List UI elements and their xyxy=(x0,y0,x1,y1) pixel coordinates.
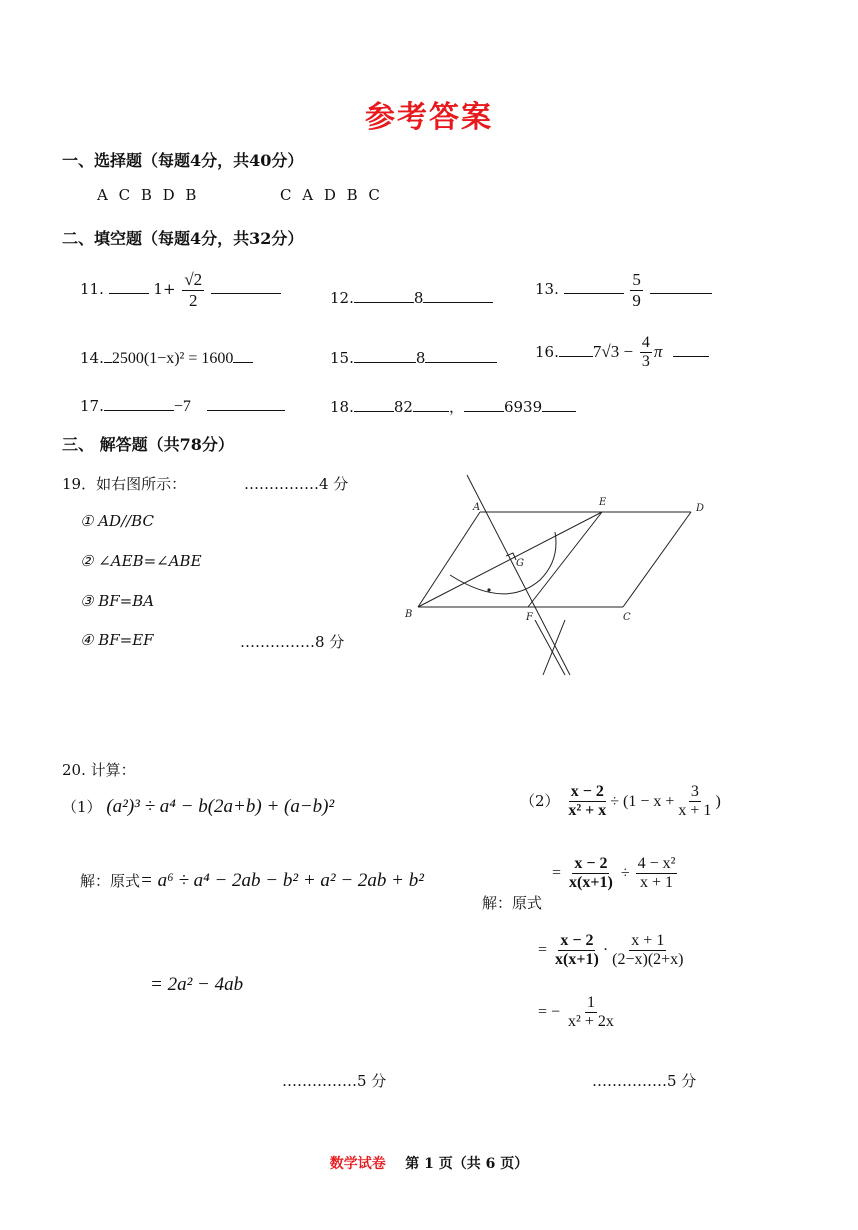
q16-answer-b: π xyxy=(653,341,663,361)
q17-number: 17. xyxy=(80,397,104,415)
section-3-heading: 三、 解答题（共78分） xyxy=(62,435,234,454)
answer-q16 xyxy=(535,334,709,372)
q20-p2-sol-label: 解：原式 xyxy=(482,894,543,912)
label-b: B xyxy=(405,609,413,620)
section-2-heading: 二、填空题（每题4分，共32分） xyxy=(62,229,304,248)
q20-p2-f1-num: x − 2 xyxy=(569,783,606,802)
q19-step-3: ③ BF=BA xyxy=(80,592,155,610)
label-d: D xyxy=(696,503,705,514)
q20-p1-sol-expression: = a⁶ ÷ a⁴ − 2ab − b² + a² − 2ab + b² xyxy=(140,870,424,891)
answer-q12 xyxy=(330,288,493,307)
q18-answer-a: 82 xyxy=(393,398,413,416)
label-g: G xyxy=(516,558,524,569)
q19-step-4: ④ BF=EF xyxy=(80,631,154,649)
q16-frac-den: 3 xyxy=(641,353,650,371)
q11-number: 11. xyxy=(80,280,104,299)
q20-p2-s3-den: x² + 2x xyxy=(568,1013,614,1031)
q19-intro: 19．如右图所示： xyxy=(62,475,187,493)
page-footer xyxy=(0,1153,858,1173)
q14-number: 14. xyxy=(80,349,104,367)
q20-intro: 20. 计算： xyxy=(62,761,136,779)
label-f: F xyxy=(526,612,533,623)
q20-p1-label: （1） xyxy=(62,798,102,816)
answer-q14 xyxy=(80,348,253,368)
q20-p2-s2-f1-num: x − 2 xyxy=(558,932,595,951)
q20-p2-f2-num: 3 xyxy=(689,783,701,802)
q20-p1-solution xyxy=(80,870,424,892)
q20-p2-f1-den: x² + x xyxy=(568,802,607,820)
q18-number: 18. xyxy=(330,398,354,416)
line-dc xyxy=(623,512,691,607)
q15-answer: 8 xyxy=(415,349,426,367)
q14-answer: 2500(1−x)² = 1600 xyxy=(111,350,234,367)
q20-p2-s1-f2-num: 4 − x² xyxy=(636,855,678,874)
q20-p2-close: ) xyxy=(715,792,721,810)
q20-part1 xyxy=(62,796,334,818)
page-title: 参考答案 xyxy=(365,100,493,135)
footer-page-number: 第 1 页（共 6 页） xyxy=(405,1156,529,1172)
q17-answer: −7 xyxy=(173,398,191,415)
arc-point xyxy=(487,588,490,591)
footer-subject: 数学试卷 xyxy=(329,1156,386,1172)
q20-part2 xyxy=(520,783,721,821)
label-c: C xyxy=(623,612,631,623)
q20-p2-s1-op: ÷ xyxy=(620,864,630,882)
q11-frac-den: 2 xyxy=(189,290,198,310)
q20-p1-sol-label: 解：原式 xyxy=(80,872,141,890)
label-e: E xyxy=(599,497,607,508)
q20-p2-s3-num: 1 xyxy=(585,994,597,1013)
answer-q13 xyxy=(535,270,712,310)
answer-q18 xyxy=(330,396,576,417)
q20-p2-s2-f2-num: x + 1 xyxy=(629,932,666,951)
q20-p2-s1-f1-den: x(x+1) xyxy=(569,874,613,892)
section-1-heading: 一、选择题（每题4分，共40分） xyxy=(62,151,304,170)
q12-answer: 8 xyxy=(413,289,424,307)
q11-answer-int: 1+ xyxy=(153,280,176,299)
q20-p1-result: = 2a² − 4ab xyxy=(150,974,244,995)
answer-q17 xyxy=(80,396,285,416)
q13-frac-num: 5 xyxy=(632,270,641,289)
q20-p2-f2-den: x + 1 xyxy=(678,802,712,820)
q20-p2-step3 xyxy=(538,994,618,1032)
q18-separator: ， xyxy=(448,398,464,416)
construction-mark-1 xyxy=(535,620,565,675)
choice-answers-6-10: C A D B C xyxy=(280,186,380,204)
line-ef xyxy=(528,512,602,607)
answer-q15 xyxy=(330,348,497,367)
q13-frac-den: 9 xyxy=(632,290,641,310)
q20-p2-step2 xyxy=(538,932,688,970)
q16-answer-a: 7√3 − xyxy=(592,341,634,361)
q19-score-2: ……………8 分 xyxy=(240,633,345,651)
label-a: A xyxy=(473,502,481,513)
q20-p2-score: ……………5 分 xyxy=(592,1072,697,1090)
q20-p2-mid: ÷ (1 − x + xyxy=(610,792,675,810)
q20-p2-s1-f1-num: x − 2 xyxy=(572,855,609,874)
q19-score-1: ……………4 分 xyxy=(244,475,349,493)
q20-p2-s3-sign: = − xyxy=(538,1003,561,1021)
q20-p2-s1-f2-den: x + 1 xyxy=(639,874,674,892)
q20-p2-s2-f2-den: (2−x)(2+x) xyxy=(612,951,684,969)
q19-step-1: ① AD//BC xyxy=(80,512,154,530)
q20-p2-s2-op: · xyxy=(602,941,609,959)
q20-p1-score: ……………5 分 xyxy=(282,1072,387,1090)
answer-q11 xyxy=(80,270,281,310)
geometry-figure xyxy=(395,470,715,682)
q16-frac-num: 4 xyxy=(640,334,652,353)
q16-number: 16. xyxy=(535,342,559,361)
q15-number: 15. xyxy=(330,349,354,367)
q11-frac-num: √2 xyxy=(184,270,203,289)
q20-p2-s2-f1-den: x(x+1) xyxy=(555,951,599,969)
q12-number: 12. xyxy=(330,289,354,307)
q18-answer-b: 6939 xyxy=(503,398,543,416)
line-ab xyxy=(418,512,480,607)
q20-p2-s1-eq: = xyxy=(552,864,562,882)
q20-p2-label: （2） xyxy=(520,791,560,810)
q20-p2-s2-eq: = xyxy=(538,941,548,959)
choice-answers-1-5: A C B D B xyxy=(97,186,197,204)
q20-p2-step1 xyxy=(552,855,679,893)
q13-number: 13. xyxy=(535,280,559,299)
q20-p1-expression: (a²)³ ÷ a⁴ − b(2a+b) + (a−b)² xyxy=(106,796,335,817)
q19-step-2: ② ∠AEB=∠ABE xyxy=(80,552,202,570)
